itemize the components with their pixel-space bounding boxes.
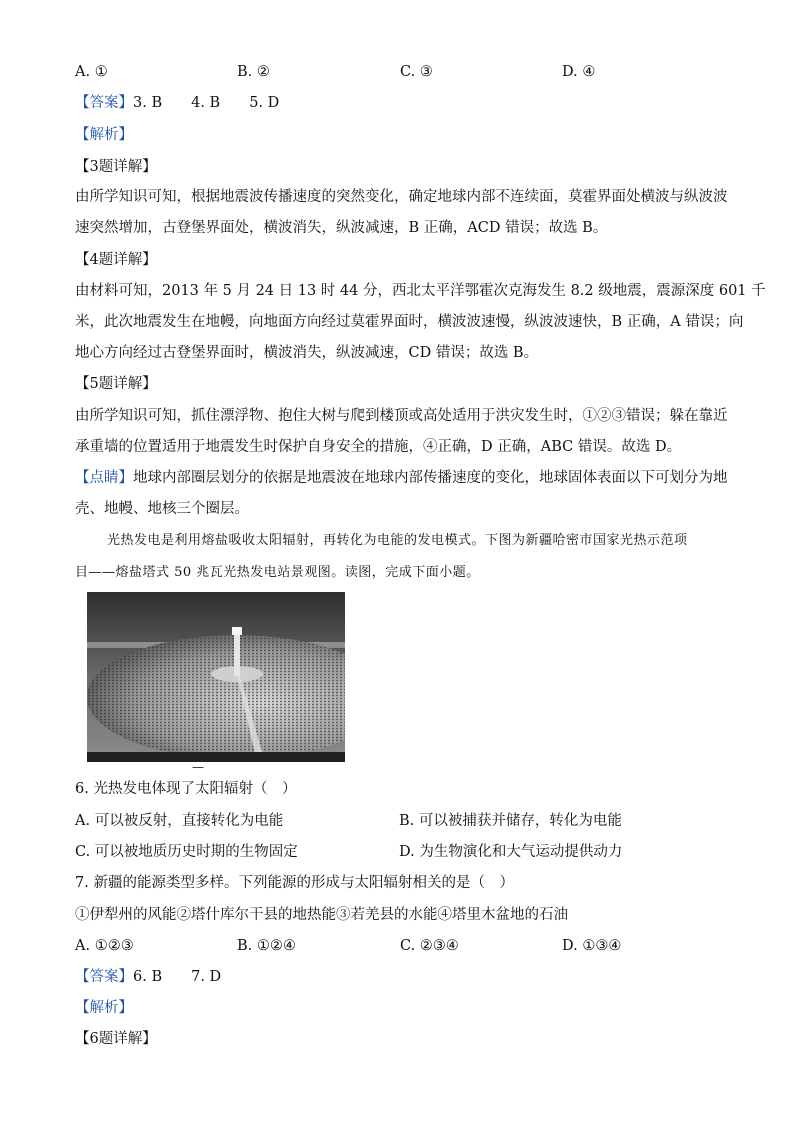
answer2-label: 【答案】 — [75, 969, 133, 985]
q7-option-d: D. ①③④ — [562, 938, 622, 954]
q6-heading: 【6题详解】 — [75, 1031, 157, 1047]
q5-line-2: 承重墙的位置适用于地震发生时保护自身安全的措施，④正确，D 正确，ABC 错误。故选 D。 — [75, 439, 682, 455]
q3-line-2: 速突然增加，古登堡界面处，横波消失，纵波减速，B 正确，ACD 错误；故选 B。 — [75, 220, 608, 236]
answer-label: 【答案】 — [75, 95, 133, 111]
q7-items: ①伊犁州的风能②塔什库尔干县的地热能③若羌县的水能④塔里木盆地的石油 — [75, 907, 568, 923]
q5-option-a: A. ① — [75, 64, 108, 80]
q6-option-c: C. 可以被地质历史时期的生物固定 — [75, 844, 298, 860]
tip-line-2: 壳、地幔、地核三个圈层。 — [75, 501, 249, 517]
answer2-text: 6. B 7. D — [133, 969, 222, 985]
answer-text: 3. B 4. B 5. D — [133, 95, 280, 111]
tip-text-1: 地球内部圈层划分的依据是地震波在地球内部传播速度的变化，地球固体表面以下可划分为地 — [133, 470, 728, 486]
material-line-1: 光热发电是利用熔盐吸收太阳辐射，再转化为电能的发电模式。下图为新疆哈密市国家光热示范项 — [107, 533, 688, 548]
answer-line-2 — [75, 967, 221, 987]
q5-option-d: D. ④ — [562, 64, 596, 80]
q7-option-b: B. ①②④ — [237, 938, 296, 954]
q3-heading: 【3题详解】 — [75, 159, 157, 175]
q6-option-b: B. 可以被捕获并储存，转化为电能 — [399, 813, 622, 829]
q5-line-1: 由所学知识可知，抓住漂浮物、抱住大树与爬到楼顶或高处适用于洪灾发生时，①②③错误；躲在靠近 — [75, 408, 728, 424]
q4-line-2: 米，此次地震发生在地幔，向地面方向经过莫霍界面时，横波波速慢，纵波波速快，B 正确，A 错误；向 — [75, 314, 744, 330]
solar-tower-plant-photo — [87, 592, 345, 762]
q6-option-d: D. 为生物演化和大气运动提供动力 — [399, 844, 623, 860]
analysis-label: 【解析】 — [75, 127, 133, 143]
q7-option-a: A. ①②③ — [75, 938, 134, 954]
q5-option-b: B. ② — [237, 64, 270, 80]
material-line-2: 目——熔盐塔式 50 兆瓦光热发电站景观图。读图，完成下面小题。 — [75, 565, 480, 580]
q7-option-c: C. ②③④ — [400, 938, 459, 954]
tip-label: 【点睛】 — [75, 470, 133, 486]
q5-option-c: C. ③ — [400, 64, 433, 80]
answer-line-1 — [75, 93, 279, 113]
q7-stem: 7. 新疆的能源类型多样。下列能源的形成与太阳辐射相关的是（ ） — [75, 875, 514, 891]
q4-line-3: 地心方向经过古登堡界面时，横波消失，纵波减速，CD 错误；故选 B。 — [75, 345, 539, 361]
analysis2-label: 【解析】 — [75, 1000, 133, 1016]
q4-heading: 【4题详解】 — [75, 252, 157, 268]
q6-stem: 6. 光热发电体现了太阳辐射（ ） — [75, 781, 297, 797]
tip-line-1 — [75, 468, 728, 488]
q4-line-1: 由材料可知，2013 年 5 月 24 日 13 时 44 分，西北太平洋鄂霍次克海发生 8.2 级地震，震源深度 601 千 — [75, 283, 766, 299]
q5-heading: 【5题详解】 — [75, 376, 157, 392]
q6-option-a: A. 可以被反射，直接转化为电能 — [75, 813, 284, 829]
q3-line-1: 由所学知识可知，根据地震波传播速度的突然变化，确定地球内部不连续面，莫霍界面处横波与纵波波 — [75, 189, 728, 205]
photo-caption: — — [192, 760, 204, 774]
